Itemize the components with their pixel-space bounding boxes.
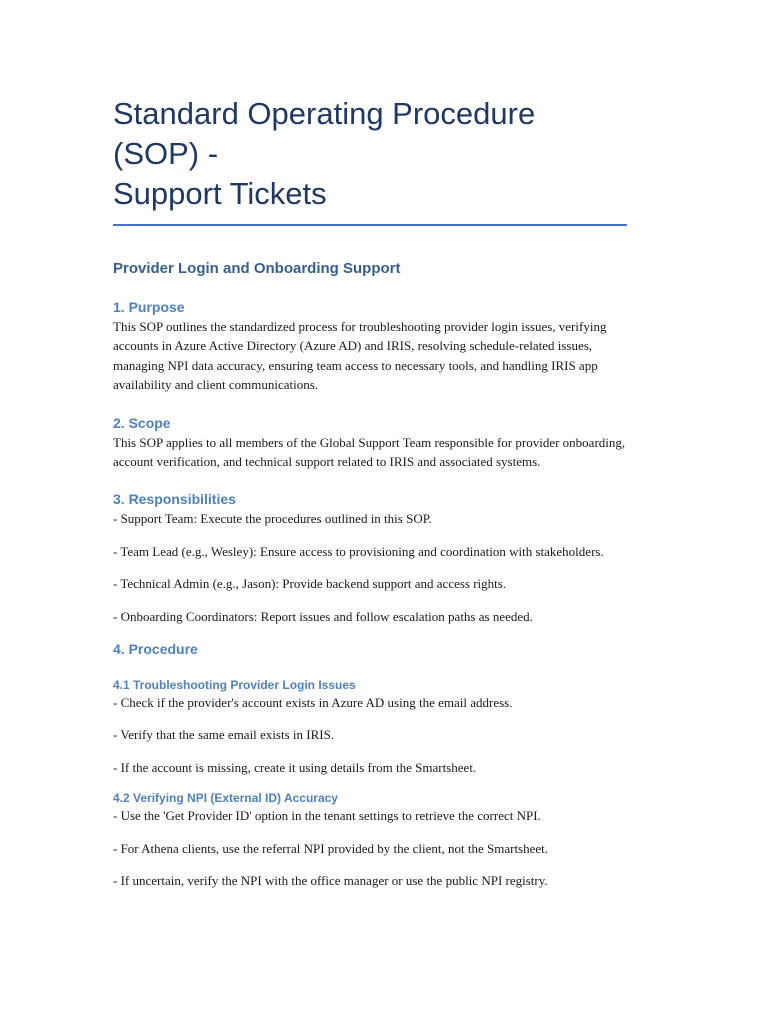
responsibility-item-onboarding-coordinators: - Onboarding Coordinators: Report issues and follow escalation paths as needed. xyxy=(113,608,533,624)
procedure-sub1-item: - Verify that the same email exists in IRIS. xyxy=(113,727,335,743)
procedure-heading: 4. Procedure xyxy=(113,641,198,658)
document-subtitle: Provider Login and Onboarding Support xyxy=(113,260,401,277)
responsibility-item-technical-admin: - Technical Admin (e.g., Jason): Provide backend support and access rights. xyxy=(113,576,507,592)
document-title-line-2: Support Tickets xyxy=(113,176,327,211)
responsibility-item-team-lead: - Team Lead (e.g., Wesley): Ensure access to provisioning and coordination with stakeholders. xyxy=(113,543,604,559)
document-page xyxy=(113,94,627,904)
responsibility-item-support-team: - Support Team: Execute the procedures outlined in this SOP. xyxy=(113,511,432,527)
purpose-text: This SOP outlines the standardized process for troubleshooting provider login issues, verifying accounts in Azure Active Directory (Azure AD) and IRIS, resolving schedule-related issues, managing NPI data accuracy, ensuring team access to necessary tools, and handling IRIS app availability and client communications. xyxy=(113,319,607,393)
document-title-line-1: Standard Operating Procedure (SOP) - xyxy=(113,96,536,171)
document-title xyxy=(113,94,627,214)
procedure-sub1-item: - Check if the provider's account exists in Azure AD using the email address. xyxy=(113,695,513,711)
title-divider xyxy=(113,224,627,226)
responsibilities-heading: 3. Responsibilities xyxy=(113,491,236,508)
scope-text: This SOP applies to all members of the Global Support Team responsible for provider onboarding, account verification, and technical support related to IRIS and associated systems. xyxy=(113,434,626,470)
procedure-sub2-item: - Use the 'Get Provider ID' option in the tenant settings to retrieve the correct NPI. xyxy=(113,808,541,824)
procedure-sub2-item: - For Athena clients, use the referral NPI provided by the client, not the Smartsheet. xyxy=(113,840,549,856)
procedure-sub1-item: - If the account is missing, create it using details from the Smartsheet. xyxy=(113,759,477,775)
scope-heading: 2. Scope xyxy=(113,414,171,431)
procedure-sub1-heading: 4.1 Troubleshooting Provider Login Issues xyxy=(113,678,356,693)
procedure-sub2-heading: 4.2 Verifying NPI (External ID) Accuracy xyxy=(113,791,338,806)
purpose-heading: 1. Purpose xyxy=(113,299,185,315)
procedure-sub2-item: - If uncertain, verify the NPI with the office manager or use the public NPI registry. xyxy=(113,873,548,889)
